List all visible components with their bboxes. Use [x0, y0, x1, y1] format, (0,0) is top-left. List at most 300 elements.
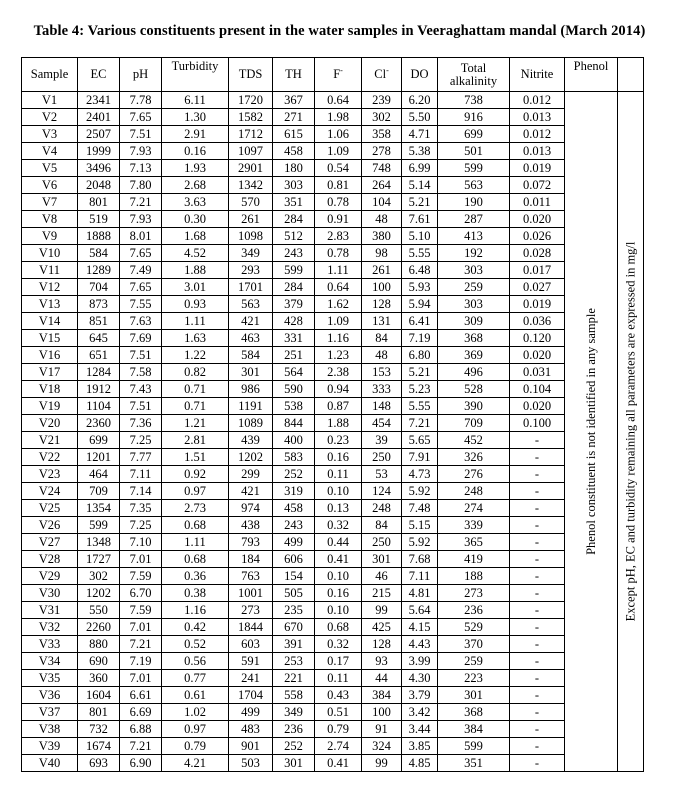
- cell-ph: 7.11: [120, 466, 162, 483]
- cell-ec: 1202: [78, 585, 120, 602]
- cell-chloride: 148: [362, 398, 402, 415]
- cell-fluoride: 1.23: [315, 347, 362, 364]
- cell-sample: V11: [22, 262, 78, 279]
- cell-do: 7.61: [402, 211, 438, 228]
- cell-fluoride: 1.88: [315, 415, 362, 432]
- cell-tds: 1202: [229, 449, 273, 466]
- phenol-note-cell: [565, 92, 618, 772]
- cell-do: 3.42: [402, 704, 438, 721]
- cell-nitrite: -: [510, 704, 565, 721]
- cell-tds: 349: [229, 245, 273, 262]
- cell-fluoride: 0.94: [315, 381, 362, 398]
- cell-sample: V17: [22, 364, 78, 381]
- table-row: [22, 517, 644, 534]
- cell-fluoride: 0.64: [315, 279, 362, 296]
- cell-do: 4.43: [402, 636, 438, 653]
- cell-turbidity: 0.30: [162, 211, 229, 228]
- cell-ec: 3496: [78, 160, 120, 177]
- cell-do: 7.91: [402, 449, 438, 466]
- table-row: [22, 109, 644, 126]
- table-row: [22, 279, 644, 296]
- cell-fluoride: 0.64: [315, 92, 362, 109]
- cell-do: 3.99: [402, 653, 438, 670]
- cell-turbidity: 1.63: [162, 330, 229, 347]
- cell-ec: 1201: [78, 449, 120, 466]
- cell-tds: 591: [229, 653, 273, 670]
- cell-th: 154: [273, 568, 315, 585]
- cell-ec: 1104: [78, 398, 120, 415]
- cell-sample: V6: [22, 177, 78, 194]
- cell-total-alkalinity: 287: [438, 211, 510, 228]
- cell-turbidity: 3.01: [162, 279, 229, 296]
- cell-ec: 1289: [78, 262, 120, 279]
- cell-chloride: 84: [362, 330, 402, 347]
- cell-turbidity: 1.16: [162, 602, 229, 619]
- cell-fluoride: 0.10: [315, 602, 362, 619]
- cell-do: 5.38: [402, 143, 438, 160]
- cell-fluoride: 1.62: [315, 296, 362, 313]
- table-row: [22, 177, 644, 194]
- cell-do: 5.23: [402, 381, 438, 398]
- header-fluoride: [315, 58, 362, 92]
- cell-fluoride: 0.68: [315, 619, 362, 636]
- cell-total-alkalinity: 365: [438, 534, 510, 551]
- cell-turbidity: 1.88: [162, 262, 229, 279]
- cell-do: 6.80: [402, 347, 438, 364]
- cell-do: 5.92: [402, 534, 438, 551]
- cell-fluoride: 0.32: [315, 517, 362, 534]
- cell-do: 4.15: [402, 619, 438, 636]
- cell-nitrite: -: [510, 653, 565, 670]
- cell-tds: 2901: [229, 160, 273, 177]
- cell-total-alkalinity: 599: [438, 738, 510, 755]
- cell-tds: 570: [229, 194, 273, 211]
- table-row: [22, 687, 644, 704]
- cell-turbidity: 0.79: [162, 738, 229, 755]
- cell-th: 301: [273, 755, 315, 772]
- cell-turbidity: 4.52: [162, 245, 229, 262]
- cell-th: 599: [273, 262, 315, 279]
- cell-tds: 483: [229, 721, 273, 738]
- header-alkalinity-line2: alkalinity: [449, 73, 498, 88]
- cell-ec: 2401: [78, 109, 120, 126]
- cell-ec: 1888: [78, 228, 120, 245]
- cell-ec: 2260: [78, 619, 120, 636]
- cell-turbidity: 0.77: [162, 670, 229, 687]
- cell-tds: 901: [229, 738, 273, 755]
- cell-turbidity: 0.16: [162, 143, 229, 160]
- cell-ph: 7.55: [120, 296, 162, 313]
- cell-chloride: 100: [362, 704, 402, 721]
- cell-ec: 645: [78, 330, 120, 347]
- cell-ec: 699: [78, 432, 120, 449]
- cell-ph: 7.78: [120, 92, 162, 109]
- cell-th: 236: [273, 721, 315, 738]
- cell-sample: V23: [22, 466, 78, 483]
- cell-turbidity: 6.11: [162, 92, 229, 109]
- cell-chloride: 99: [362, 755, 402, 772]
- cell-ec: 704: [78, 279, 120, 296]
- header-nitrite: Nitrite: [510, 58, 565, 92]
- table-row: [22, 500, 644, 517]
- cell-chloride: 39: [362, 432, 402, 449]
- cell-nitrite: -: [510, 619, 565, 636]
- cell-tds: 1701: [229, 279, 273, 296]
- cell-total-alkalinity: 303: [438, 262, 510, 279]
- cell-total-alkalinity: 248: [438, 483, 510, 500]
- cell-ec: 1284: [78, 364, 120, 381]
- table-row: [22, 143, 644, 160]
- cell-do: 5.55: [402, 398, 438, 415]
- cell-sample: V28: [22, 551, 78, 568]
- cell-chloride: 124: [362, 483, 402, 500]
- cell-ec: 519: [78, 211, 120, 228]
- cell-th: 428: [273, 313, 315, 330]
- cell-sample: V25: [22, 500, 78, 517]
- cell-tds: 1191: [229, 398, 273, 415]
- cell-sample: V40: [22, 755, 78, 772]
- cell-turbidity: 1.21: [162, 415, 229, 432]
- cell-total-alkalinity: 303: [438, 296, 510, 313]
- cell-ph: 7.93: [120, 211, 162, 228]
- cell-total-alkalinity: 192: [438, 245, 510, 262]
- cell-nitrite: 0.019: [510, 296, 565, 313]
- cell-tds: 1582: [229, 109, 273, 126]
- cell-ph: 7.51: [120, 347, 162, 364]
- cell-th: 538: [273, 398, 315, 415]
- cell-tds: 421: [229, 313, 273, 330]
- cell-turbidity: 1.30: [162, 109, 229, 126]
- table-row: [22, 738, 644, 755]
- cell-chloride: 384: [362, 687, 402, 704]
- cell-do: 6.20: [402, 92, 438, 109]
- cell-turbidity: 0.68: [162, 517, 229, 534]
- cell-nitrite: -: [510, 500, 565, 517]
- header-chloride-charge: -: [386, 65, 389, 75]
- table-row: [22, 296, 644, 313]
- cell-nitrite: 0.017: [510, 262, 565, 279]
- cell-ph: 7.36: [120, 415, 162, 432]
- cell-chloride: 53: [362, 466, 402, 483]
- cell-fluoride: 0.78: [315, 194, 362, 211]
- cell-total-alkalinity: 501: [438, 143, 510, 160]
- cell-tds: 438: [229, 517, 273, 534]
- cell-ph: 7.51: [120, 126, 162, 143]
- cell-tds: 1089: [229, 415, 273, 432]
- table-row: [22, 483, 644, 500]
- cell-ec: 2507: [78, 126, 120, 143]
- table-row: [22, 211, 644, 228]
- cell-total-alkalinity: 274: [438, 500, 510, 517]
- cell-nitrite: 0.036: [510, 313, 565, 330]
- header-chloride-symbol: Cl: [374, 67, 387, 81]
- cell-turbidity: 2.91: [162, 126, 229, 143]
- cell-tds: 301: [229, 364, 273, 381]
- cell-nitrite: 0.120: [510, 330, 565, 347]
- cell-fluoride: 0.91: [315, 211, 362, 228]
- cell-chloride: 250: [362, 449, 402, 466]
- cell-nitrite: 0.013: [510, 143, 565, 160]
- cell-fluoride: 1.06: [315, 126, 362, 143]
- cell-do: 3.44: [402, 721, 438, 738]
- cell-total-alkalinity: 339: [438, 517, 510, 534]
- cell-fluoride: 0.41: [315, 755, 362, 772]
- header-fluoride-symbol: F: [333, 67, 341, 81]
- cell-chloride: 454: [362, 415, 402, 432]
- cell-nitrite: 0.019: [510, 160, 565, 177]
- cell-tds: 563: [229, 296, 273, 313]
- cell-fluoride: 1.16: [315, 330, 362, 347]
- cell-th: 512: [273, 228, 315, 245]
- cell-th: 243: [273, 517, 315, 534]
- cell-nitrite: -: [510, 721, 565, 738]
- cell-tds: 499: [229, 704, 273, 721]
- header-phenol: Phenol: [565, 58, 618, 92]
- cell-turbidity: 0.52: [162, 636, 229, 653]
- cell-sample: V18: [22, 381, 78, 398]
- cell-sample: V3: [22, 126, 78, 143]
- cell-turbidity: 0.82: [162, 364, 229, 381]
- cell-ec: 801: [78, 194, 120, 211]
- cell-ph: 7.65: [120, 245, 162, 262]
- cell-tds: 299: [229, 466, 273, 483]
- cell-total-alkalinity: 190: [438, 194, 510, 211]
- cell-nitrite: -: [510, 687, 565, 704]
- cell-fluoride: 2.83: [315, 228, 362, 245]
- cell-turbidity: 4.21: [162, 755, 229, 772]
- cell-ph: 7.80: [120, 177, 162, 194]
- cell-sample: V21: [22, 432, 78, 449]
- cell-ph: 7.21: [120, 636, 162, 653]
- cell-sample: V7: [22, 194, 78, 211]
- table-row: [22, 126, 644, 143]
- cell-sample: V5: [22, 160, 78, 177]
- cell-total-alkalinity: 599: [438, 160, 510, 177]
- cell-ec: 1354: [78, 500, 120, 517]
- cell-ec: 360: [78, 670, 120, 687]
- cell-fluoride: 0.44: [315, 534, 362, 551]
- cell-chloride: 425: [362, 619, 402, 636]
- phenol-note: Phenol constituent is not identified in any sample: [583, 308, 598, 555]
- cell-ph: 7.51: [120, 398, 162, 415]
- cell-nitrite: -: [510, 568, 565, 585]
- cell-turbidity: 1.11: [162, 534, 229, 551]
- table-row: [22, 415, 644, 432]
- header-ph: pH: [120, 58, 162, 92]
- cell-sample: V39: [22, 738, 78, 755]
- cell-nitrite: 0.026: [510, 228, 565, 245]
- cell-fluoride: 0.17: [315, 653, 362, 670]
- cell-ph: 7.13: [120, 160, 162, 177]
- cell-sample: V4: [22, 143, 78, 160]
- cell-ph: 7.25: [120, 517, 162, 534]
- table-row: [22, 194, 644, 211]
- cell-ph: 7.01: [120, 619, 162, 636]
- cell-total-alkalinity: 259: [438, 279, 510, 296]
- cell-turbidity: 3.63: [162, 194, 229, 211]
- cell-ph: 6.70: [120, 585, 162, 602]
- cell-total-alkalinity: 326: [438, 449, 510, 466]
- table-row: [22, 704, 644, 721]
- cell-turbidity: 0.61: [162, 687, 229, 704]
- cell-fluoride: 0.16: [315, 585, 362, 602]
- cell-ec: 709: [78, 483, 120, 500]
- cell-th: 367: [273, 92, 315, 109]
- cell-sample: V19: [22, 398, 78, 415]
- cell-sample: V30: [22, 585, 78, 602]
- cell-total-alkalinity: 699: [438, 126, 510, 143]
- cell-th: 606: [273, 551, 315, 568]
- cell-turbidity: 0.56: [162, 653, 229, 670]
- cell-nitrite: -: [510, 517, 565, 534]
- cell-nitrite: -: [510, 483, 565, 500]
- table-row: [22, 636, 644, 653]
- table-row: [22, 330, 644, 347]
- cell-turbidity: 0.97: [162, 483, 229, 500]
- cell-do: 5.94: [402, 296, 438, 313]
- cell-turbidity: 0.36: [162, 568, 229, 585]
- cell-chloride: 250: [362, 534, 402, 551]
- table-row: [22, 755, 644, 772]
- cell-ph: 6.61: [120, 687, 162, 704]
- cell-nitrite: 0.013: [510, 109, 565, 126]
- cell-sample: V26: [22, 517, 78, 534]
- cell-ph: 7.35: [120, 500, 162, 517]
- cell-ec: 1348: [78, 534, 120, 551]
- cell-do: 3.79: [402, 687, 438, 704]
- cell-tds: 986: [229, 381, 273, 398]
- cell-th: 458: [273, 500, 315, 517]
- cell-nitrite: -: [510, 670, 565, 687]
- cell-do: 5.14: [402, 177, 438, 194]
- cell-ph: 7.58: [120, 364, 162, 381]
- cell-nitrite: 0.027: [510, 279, 565, 296]
- cell-ph: 7.01: [120, 551, 162, 568]
- table-caption: Table 4: Various constituents present in the water samples in Veeraghattam mandal (March 2014): [33, 23, 646, 39]
- header-alkalinity-line1: Total: [460, 60, 487, 75]
- cell-nitrite: 0.072: [510, 177, 565, 194]
- cell-do: 4.30: [402, 670, 438, 687]
- header-ec: EC: [78, 58, 120, 92]
- cell-ph: 8.01: [120, 228, 162, 245]
- cell-fluoride: 0.11: [315, 466, 362, 483]
- cell-fluoride: 0.32: [315, 636, 362, 653]
- cell-ph: 7.59: [120, 602, 162, 619]
- cell-sample: V16: [22, 347, 78, 364]
- cell-th: 235: [273, 602, 315, 619]
- cell-nitrite: 0.028: [510, 245, 565, 262]
- cell-total-alkalinity: 384: [438, 721, 510, 738]
- cell-turbidity: 0.71: [162, 398, 229, 415]
- cell-nitrite: -: [510, 602, 565, 619]
- cell-do: 7.11: [402, 568, 438, 585]
- cell-ec: 690: [78, 653, 120, 670]
- cell-fluoride: 1.98: [315, 109, 362, 126]
- cell-fluoride: 0.54: [315, 160, 362, 177]
- cell-th: 284: [273, 211, 315, 228]
- cell-chloride: 100: [362, 279, 402, 296]
- cell-do: 5.21: [402, 194, 438, 211]
- cell-turbidity: 0.71: [162, 381, 229, 398]
- cell-ec: 851: [78, 313, 120, 330]
- cell-do: 5.92: [402, 483, 438, 500]
- cell-nitrite: 0.031: [510, 364, 565, 381]
- cell-tds: 184: [229, 551, 273, 568]
- cell-th: 844: [273, 415, 315, 432]
- cell-turbidity: 1.22: [162, 347, 229, 364]
- cell-nitrite: -: [510, 636, 565, 653]
- cell-chloride: 261: [362, 262, 402, 279]
- header-units-blank: [618, 58, 644, 92]
- cell-sample: V10: [22, 245, 78, 262]
- cell-sample: V12: [22, 279, 78, 296]
- cell-sample: V14: [22, 313, 78, 330]
- cell-sample: V20: [22, 415, 78, 432]
- cell-turbidity: 0.93: [162, 296, 229, 313]
- cell-ec: 732: [78, 721, 120, 738]
- cell-th: 180: [273, 160, 315, 177]
- cell-fluoride: 0.43: [315, 687, 362, 704]
- cell-do: 4.73: [402, 466, 438, 483]
- cell-do: 7.21: [402, 415, 438, 432]
- cell-sample: V2: [22, 109, 78, 126]
- cell-chloride: 264: [362, 177, 402, 194]
- cell-th: 349: [273, 704, 315, 721]
- cell-tds: 1720: [229, 92, 273, 109]
- cell-ph: 7.19: [120, 653, 162, 670]
- cell-ph: 7.65: [120, 109, 162, 126]
- cell-tds: 273: [229, 602, 273, 619]
- table-row: [22, 670, 644, 687]
- cell-ec: 693: [78, 755, 120, 772]
- cell-ec: 599: [78, 517, 120, 534]
- table-row: [22, 92, 644, 109]
- cell-total-alkalinity: 351: [438, 755, 510, 772]
- cell-do: 3.85: [402, 738, 438, 755]
- header-do: DO: [402, 58, 438, 92]
- cell-turbidity: 1.93: [162, 160, 229, 177]
- cell-sample: V15: [22, 330, 78, 347]
- cell-fluoride: 0.16: [315, 449, 362, 466]
- table-row: [22, 347, 644, 364]
- cell-tds: 421: [229, 483, 273, 500]
- cell-nitrite: 0.100: [510, 415, 565, 432]
- cell-th: 505: [273, 585, 315, 602]
- cell-th: 331: [273, 330, 315, 347]
- cell-total-alkalinity: 276: [438, 466, 510, 483]
- cell-fluoride: 0.81: [315, 177, 362, 194]
- cell-sample: V9: [22, 228, 78, 245]
- cell-turbidity: 0.68: [162, 551, 229, 568]
- header-th: TH: [273, 58, 315, 92]
- cell-nitrite: -: [510, 755, 565, 772]
- cell-nitrite: 0.012: [510, 126, 565, 143]
- cell-tds: 463: [229, 330, 273, 347]
- cell-sample: V29: [22, 568, 78, 585]
- cell-chloride: 44: [362, 670, 402, 687]
- table-row: [22, 568, 644, 585]
- cell-chloride: 84: [362, 517, 402, 534]
- cell-chloride: 302: [362, 109, 402, 126]
- cell-tds: 584: [229, 347, 273, 364]
- cell-total-alkalinity: 709: [438, 415, 510, 432]
- cell-chloride: 153: [362, 364, 402, 381]
- cell-chloride: 46: [362, 568, 402, 585]
- cell-total-alkalinity: 563: [438, 177, 510, 194]
- cell-turbidity: 0.42: [162, 619, 229, 636]
- cell-chloride: 99: [362, 602, 402, 619]
- cell-ec: 1912: [78, 381, 120, 398]
